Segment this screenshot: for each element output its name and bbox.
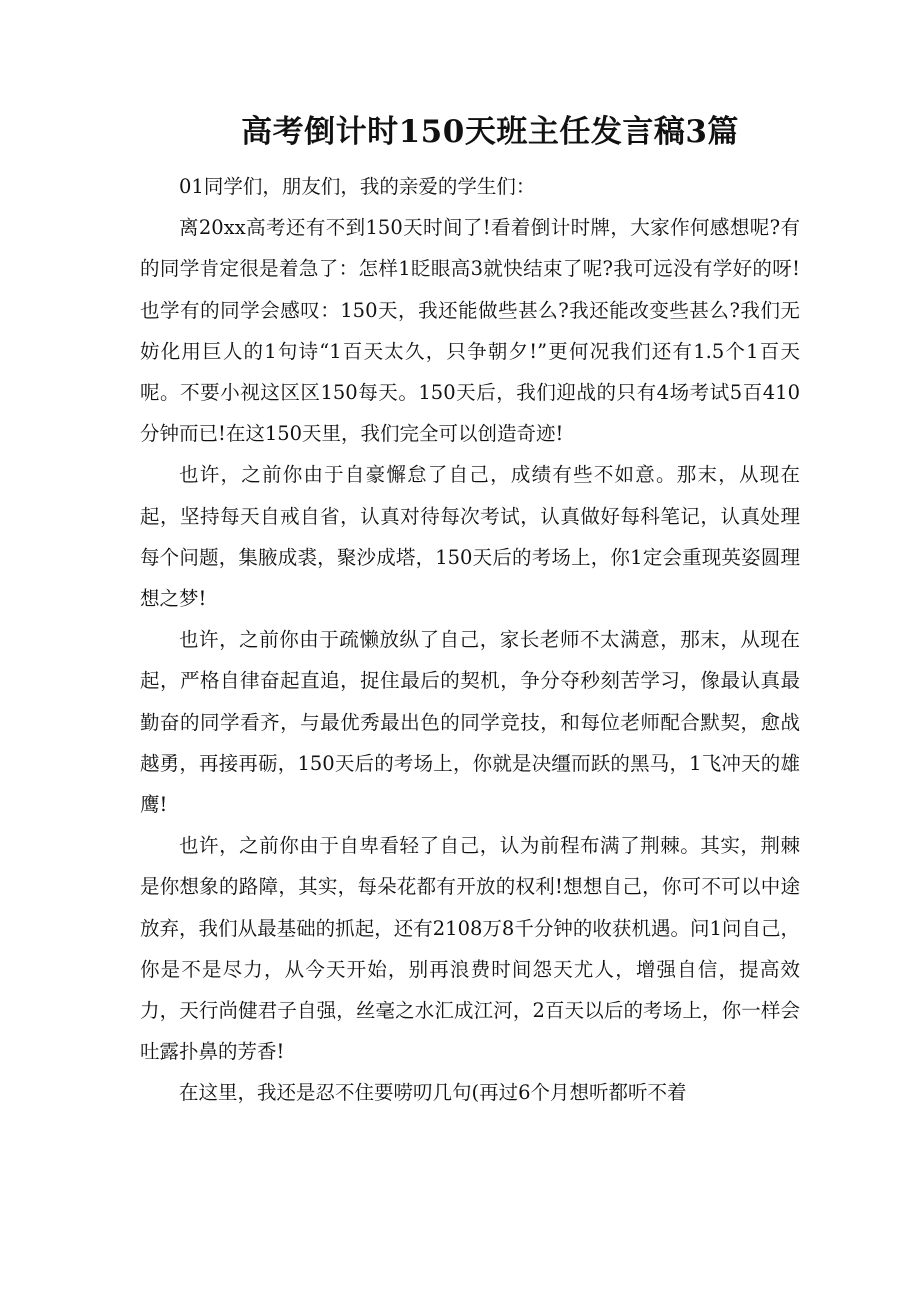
document-body [140,166,800,1114]
paragraph-laziness: 也许，之前你由于疏懒放纵了自己，家长老师不太满意，那末，从现在起，严格自律奋起直追，捉住最后的契机，争分夺秒刻苦学习，像最认真最勤奋的同学看齐，与最优秀最出色的同学竞技，和每位老师配合默契，愈战越勇，再接再砺，150天后的考场上，你就是决缰而跃的黑马，1飞冲天的雄鹰! [140,628,800,817]
paragraph-countdown: 离20xx高考还有不到150天时间了!看着倒计时牌，大家作何感想呢?有的同学肯定很是着急了：怎样1眨眼高3就快结束了呢?我可远没有学好的呀!也学有的同学会感叹：150天，我还能做些甚么?我还能改变些甚么?我们无妨化用巨人的1句诗“1百天太久，只争朝夕!”更何况我们还有1.5个1百天呢。不要小视这区区150每天。150天后，我们迎战的只有4场考试5百410分钟而已!在这150天里，我们完全可以创造奇迹! [140,216,800,446]
paragraph-greeting: 01同学们，朋友们，我的亲爱的学生们： [179,175,536,198]
paragraph-inferiority: 也许，之前你由于自卑看轻了自己，认为前程布满了荆棘。其实，荆棘是你想象的路障，其实，每朵花都有开放的权利!想想自己，你可不可以中途放弃，我们从最基础的抓起，还有2108万8千分钟的收获机遇。问1问自己，你是不是尽力，从今天开始，别再浪费时间怨天尤人，增强自信，提高效力，天行尚健君子自强，丝毫之水汇成江河，2百天以后的考场上，你一样会吐露扑鼻的芳香! [140,834,800,1064]
paragraph-closing: 在这里，我还是忍不住要唠叨几句(再过6个月想听都听不着 [179,1081,687,1105]
document-title: 高考倒计时150天班主任发言稿3篇 [241,114,739,150]
paragraph-pride: 也许，之前你由于自豪懈怠了自己，成绩有些不如意。那末，从现在起，坚持每天自戒自省，认真对待每次考试，认真做好每科笔记，认真处理每个问题，集腋成裘，聚沙成塔，150天后的考场上，你1定会重现英姿圆理想之梦! [140,463,800,611]
